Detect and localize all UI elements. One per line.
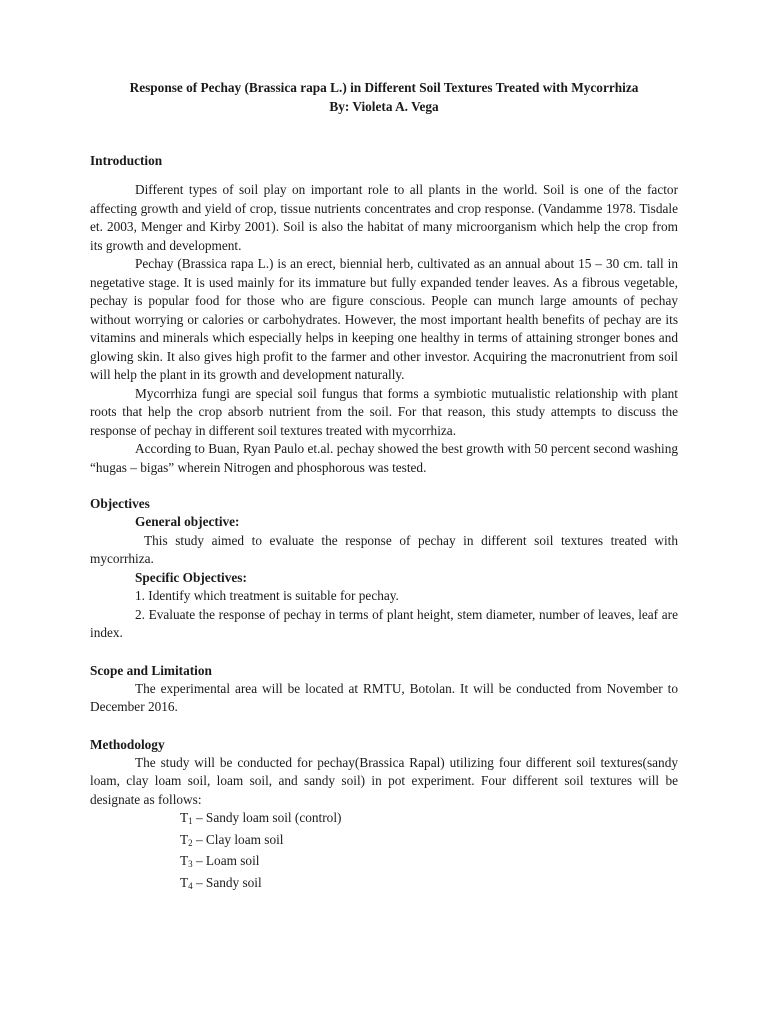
- intro-paragraph-3: Mycorrhiza fungi are special soil fungus that forms a symbiotic mutualistic relationship with plant roots that help the crop absorb nutrient from the soil. For that reason, this study attempts to discuss the response of pechay in different soil textures treated with mycorrhiza.: [90, 385, 678, 438]
- intro-paragraph-4: According to Buan, Ryan Paulo et.al. pechay showed the best growth with 50 percent second washing “hugas – bigas” wherein Nitrogen and phosphorous was tested.: [90, 441, 678, 475]
- scope-text: The experimental area will be located at RMTU, Botolan. It will be conducted from November to December 2016.: [90, 680, 678, 714]
- treatment-label: T: [180, 874, 189, 890]
- treatment-description: – Clay loam soil: [192, 831, 284, 847]
- treatment-4: [90, 874, 678, 896]
- treatment-number: 3: [188, 859, 193, 869]
- intro-paragraph-1: Different types of soil play on important role to all plants in the world. Soil is one of the factor affecting growth and yield of crop, tissue nutrients concentrates and crop response. (Vandamme 1978. Tisdale et. 2003, Menger and Kirby 2001). Soil is also the habitat of many microorganism which help the crop from its growth and development.: [90, 182, 678, 253]
- treatment-number: 1: [188, 816, 193, 826]
- methodology-text: The study will be conducted for pechay(Brassica Rapal) utilizing four different soil textures(sandy loam, clay loam soil, loam soil, and sandy soil) in pot experiment. Four different soil textures will be designate as follows:: [90, 754, 678, 807]
- general-objective-text: This study aimed to evaluate the response of pechay in different soil textures treated with mycorrhiza.: [90, 532, 678, 566]
- treatment-2: [90, 831, 678, 853]
- treatment-number: 4: [188, 880, 193, 891]
- specific-objective-2: 2. Evaluate the response of pechay in terms of plant height, stem diameter, number of leaves, leaf are index.: [90, 606, 678, 640]
- specific-objective-1: 1. Identify which treatment is suitable for pechay.: [135, 588, 399, 603]
- treatment-label: T: [180, 831, 189, 847]
- document-author: By: Violeta A. Vega: [329, 99, 439, 114]
- introduction-heading: Introduction: [90, 153, 163, 168]
- document-page: [90, 78, 678, 895]
- treatment-3: [90, 852, 678, 874]
- treatment-number: 2: [188, 837, 193, 848]
- specific-objectives-heading: Specific Objectives:: [135, 569, 247, 585]
- treatment-label: T: [180, 853, 189, 868]
- scope-heading: Scope and Limitation: [90, 662, 212, 678]
- treatment-label: T: [180, 810, 189, 825]
- treatment-description: – Loam soil: [192, 853, 260, 868]
- intro-paragraph-2: Pechay (Brassica rapa L.) is an erect, biennial herb, cultivated as an annual about 15 – 30 cm. tall in negetative stage. It is used mainly for its immature but fully expanded tender leaves. As a fibrous vegetable, pechay is popular food for those who are figure conscious. People can munch large amounts of pechay without worrying or calories or carbohydrates. However, the most important health benefits of pechay are its vitamins and minerals which especially helps in keeping one healthy in terms of attaining stronger bones and glowing skin. It also gives high profit to the farmer and other investor. Acquiring the macronutrient from soil will help the plant in its growth and development naturally.: [90, 256, 678, 382]
- treatment-description: – Sandy loam soil (control): [192, 810, 342, 825]
- objectives-heading: Objectives: [90, 496, 150, 511]
- methodology-heading: Methodology: [90, 736, 165, 752]
- document-title: Response of Pechay (Brassica rapa L.) in Different Soil Textures Treated with Mycorrhiza: [129, 80, 639, 95]
- treatment-description: – Sandy soil: [192, 874, 262, 890]
- general-objective-heading: General objective:: [135, 514, 240, 529]
- treatment-1: [90, 809, 678, 831]
